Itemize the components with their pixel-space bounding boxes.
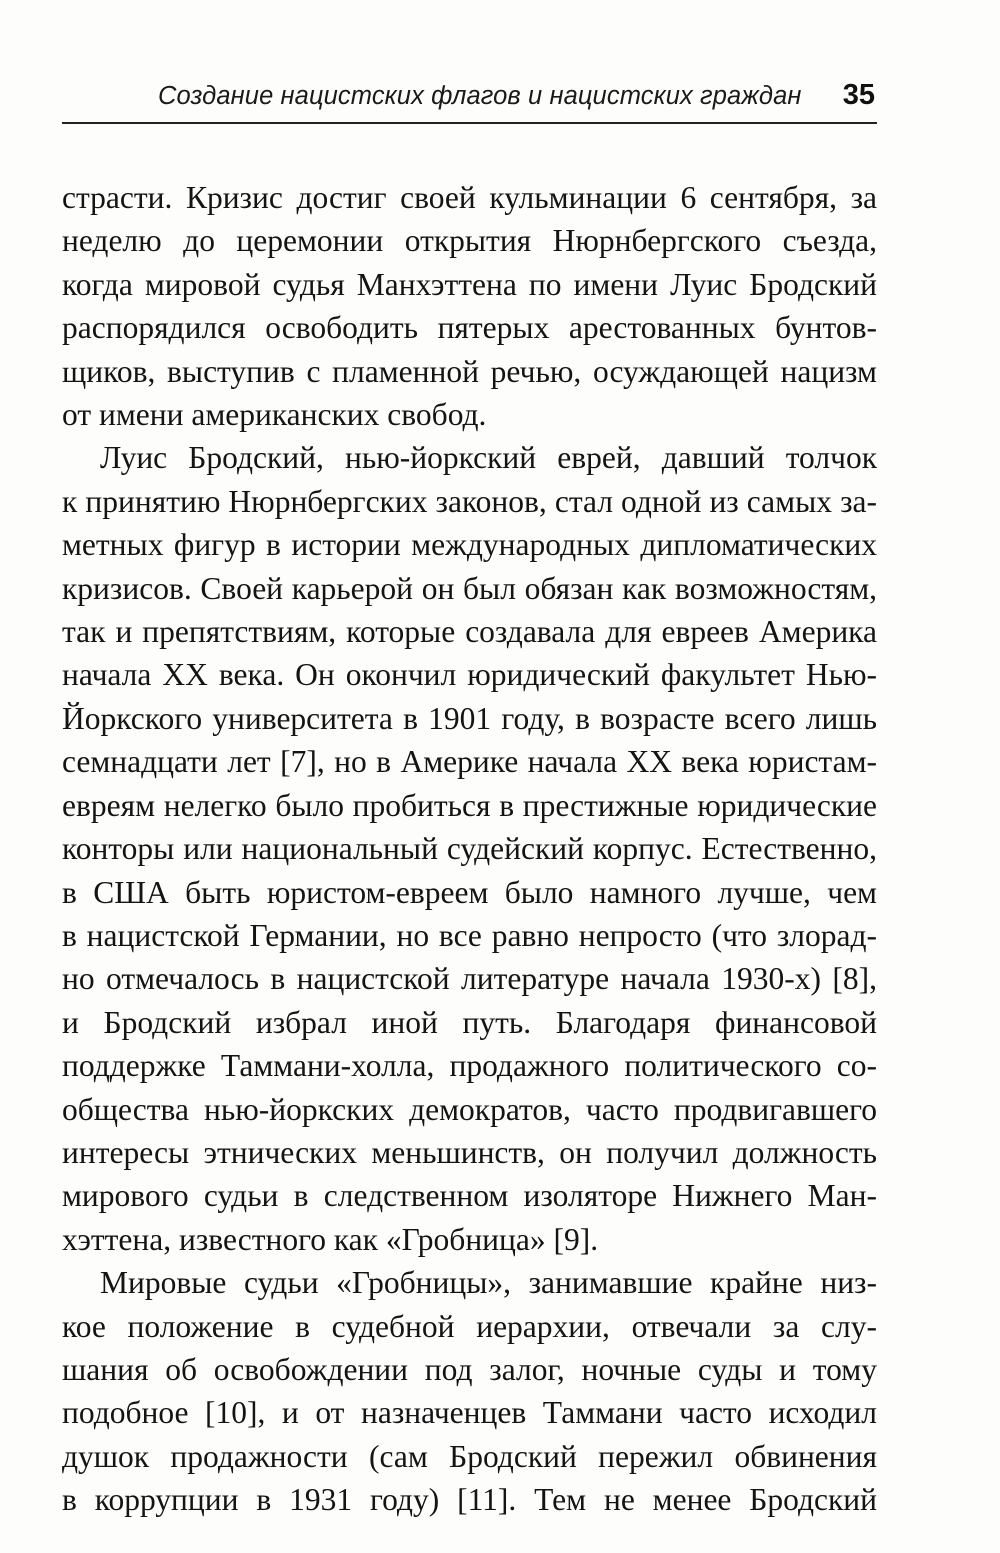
text-line: распорядился освободить пятерых арестованных бунтов- [62, 310, 877, 346]
text-line: общества нью-йоркских демократов, часто продвигавшего [62, 1091, 877, 1127]
text-line: и Бродский избрал иной путь. Благодаря финансовой [62, 1004, 877, 1040]
text-line: щиков, выступив с пламенной речью, осуждающей нацизм [62, 353, 877, 389]
text-line: когда мировой судья Манхэттена по имени Луис Бродский [62, 266, 877, 302]
paragraph [62, 1261, 877, 1521]
text-line: неделю до церемонии открытия Нюрнбергского съезда, [62, 223, 877, 259]
text-line: подобное [10], и от назначенцев Таммани часто исходил [62, 1395, 877, 1431]
text-line: душок продажности (сам Бродский пережил обвинения [62, 1438, 877, 1474]
text-line: мирового судьи в следственном изоляторе Нижнего Ман- [62, 1178, 877, 1214]
text-line: шания об освобождении под залог, ночные суды и тому [62, 1351, 877, 1387]
page-number: 35 [842, 79, 875, 111]
text-line: евреям нелегко было пробиться в престижные юридические [62, 787, 877, 823]
text-line: кризисов. Своей карьерой он был обязан как возможностям, [62, 570, 877, 606]
text-line: от имени американских свобод. [62, 397, 487, 433]
running-head-title: Создание нацистских флагов и нацистских граждан [158, 82, 802, 110]
paragraph [62, 436, 877, 1261]
text-line: в США быть юристом-евреем было намного лучше, чем [62, 874, 877, 910]
text-line: к принятию Нюрнбергских законов, стал одной из самых за- [62, 483, 877, 519]
text-line: в нацистской Германии, но все равно непросто (что злорад- [62, 917, 877, 953]
text-line: хэттена, известного как «Гробница» [9]. [62, 1221, 599, 1257]
text-line: конторы или национальный судейский корпус. Естественно, [62, 831, 877, 867]
text-line: так и препятствиям, которые создавала для евреев Америка [62, 614, 877, 650]
body-text [62, 176, 877, 1522]
text-line: страсти. Кризис достиг своей кульминации 6 сентября, за [62, 180, 877, 215]
text-line: в коррупции в 1931 году) [11]. Тем не менее Бродский [62, 1482, 877, 1518]
text-line: поддержке Таммани-холла, продажного политического со- [62, 1048, 877, 1084]
paragraph [62, 176, 877, 436]
text-line: интересы этнических меньшинств, он получил должность [62, 1134, 877, 1170]
text-line: кое положение в судебной иерархии, отвечали за слу- [62, 1308, 877, 1344]
text-line: семнадцати лет [7], но в Америке начала XX века юристам- [62, 744, 877, 780]
text-line: Мировые судьи «Гробницы», занимавшие крайне низ- [100, 1265, 877, 1301]
text-line: метных фигур в истории международных дипломатических [62, 527, 877, 563]
text-line: Луис Бродский, нью-йоркский еврей, давший толчок [100, 440, 877, 476]
text-line: Йоркского университета в 1901 году, в возрасте всего лишь [62, 700, 877, 736]
text-line: начала XX века. Он окончил юридический факультет Нью- [62, 657, 877, 693]
running-head [62, 78, 877, 124]
text-line: но отмечалось в нацистской литературе начала 1930-х) [8], [62, 961, 877, 997]
